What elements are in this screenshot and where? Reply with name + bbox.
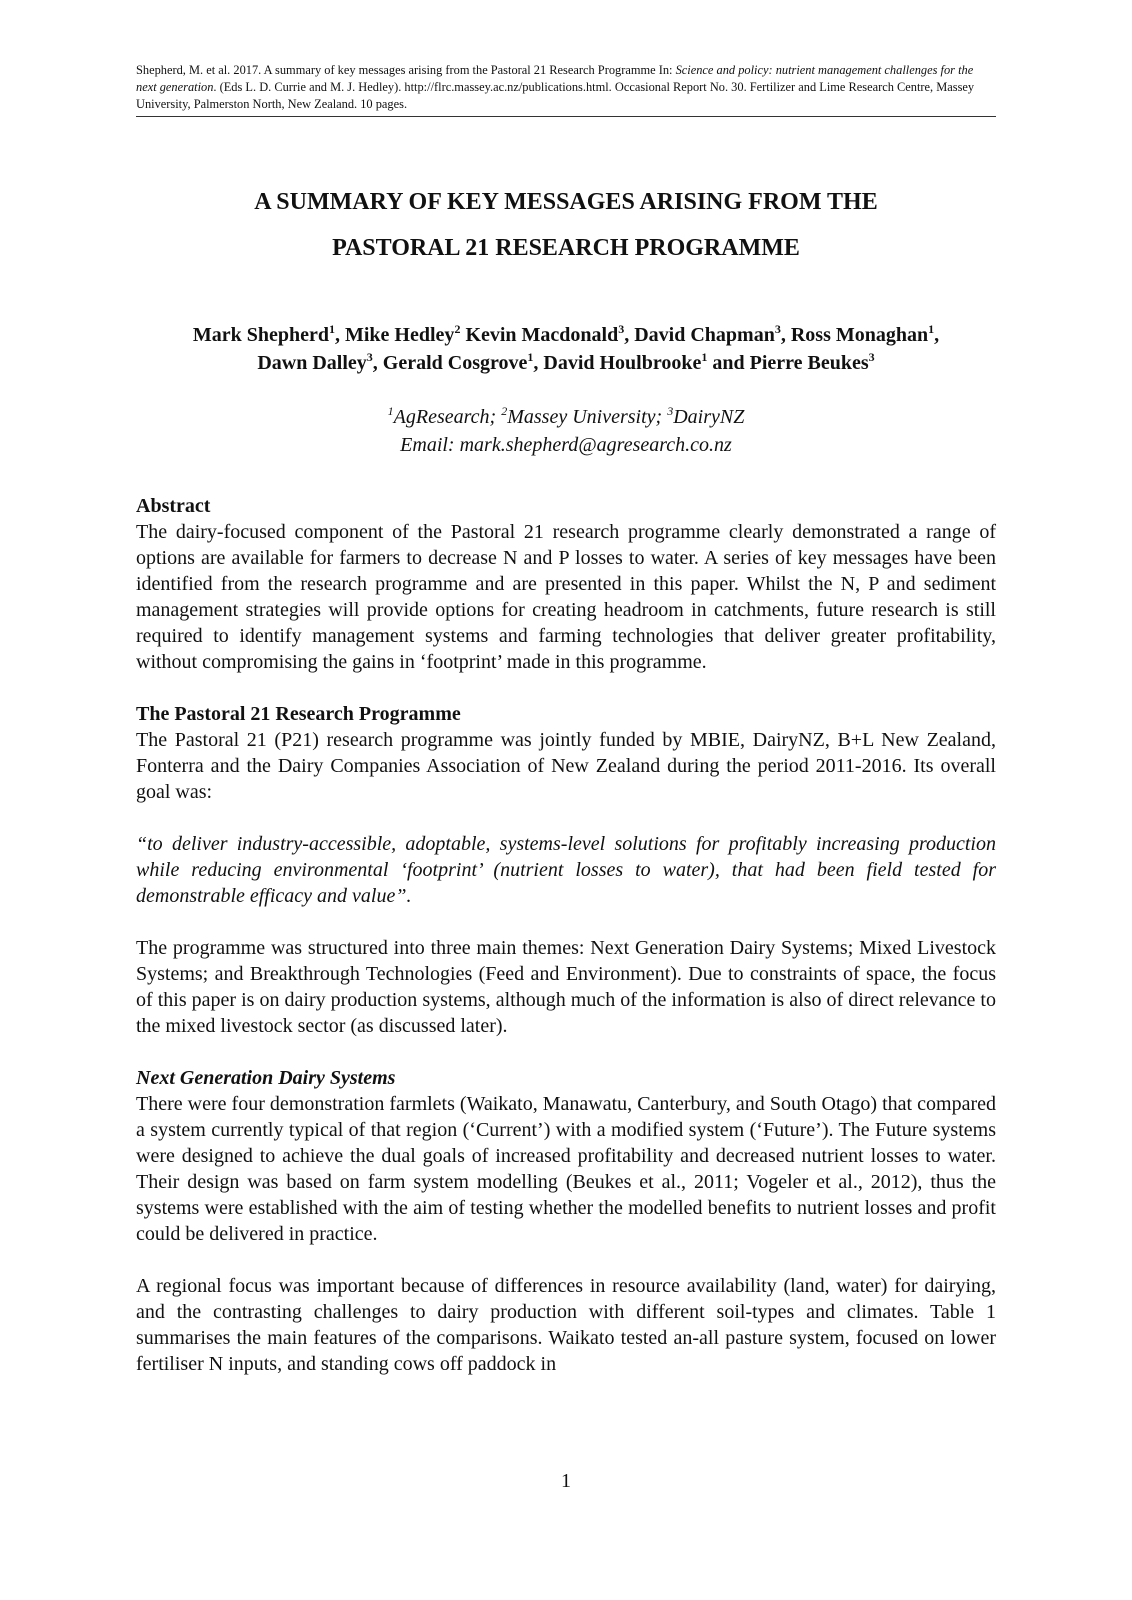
author-name: David Houlbrooke <box>543 352 702 374</box>
author-affil-mark: 3 <box>366 350 373 364</box>
abstract-section <box>136 493 996 675</box>
author-list <box>136 321 996 377</box>
programme-heading: The Pastoral 21 Research Programme <box>136 703 461 725</box>
affiliation-name: AgResearch; <box>393 406 502 428</box>
affiliations <box>136 403 996 459</box>
programme-goal-quote: “to deliver industry-accessible, adoptable, systems-level solutions for profitably increasing production while reducing environmental ‘footprint’ (nutrient losses to water), that had been field tested for demonstrable efficacy and value”. <box>136 833 996 907</box>
citation-book-title: Science and policy: nutrient management challenges for the next generation <box>136 63 974 94</box>
author-separator: , <box>372 352 383 374</box>
next-gen-section <box>136 1065 996 1377</box>
author-affil-mark: 3 <box>774 322 781 336</box>
author-affil-mark: 1 <box>329 322 335 336</box>
author-name: Pierre Beukes <box>749 352 869 374</box>
next-gen-paragraph-1: There were four demonstration farmlets (Waikato, Manawatu, Canterbury, and South Otago) that compared a system currently typical of that region (‘Current’) with a modified system (‘Future’). The Future systems were designed to achieve the dual goals of increased profitability and decreased nutrient losses to water. Their design was based on farm system modelling (Beukes et al., 2011; Vogeler et al., 2012), thus the systems were established with the aim of testing whether the modelled benefits to nutrient losses and profit could be delivered in practice. <box>136 1093 996 1245</box>
author-name: Dawn Dalley <box>257 352 367 374</box>
author-separator: , <box>335 324 345 346</box>
author-separator: , <box>533 352 544 374</box>
next-gen-heading: Next Generation Dairy Systems <box>136 1067 396 1089</box>
programme-paragraph-2: The programme was structured into three main themes: Next Generation Dairy Systems; Mixed Livestock Systems; and Breakthrough Technologies (Feed and Environment). Due to constraints of space, the focus of this paper is on dairy production systems, although much of the information is also of direct relevance to the mixed livestock sector (as discussed later). <box>136 937 996 1037</box>
citation-text: Shepherd, M. et al. 2017. A summary of key messages arising from the Pastoral 21 Research Programme In: <box>136 63 676 77</box>
author-affil-mark: 2 <box>454 322 461 336</box>
page-content <box>136 62 996 1377</box>
author-separator: , <box>780 324 791 346</box>
abstract-text: The dairy-focused component of the Pastoral 21 research programme clearly demonstrated a range of options are available for farmers to decrease N and P losses to water. A series of key messages have been identified from the research programme and are presented in this paper. Whilst the N, P and sediment management strategies will provide options for creating headroom in catchments, future research is still required to identify management systems and farming technologies that deliver greater profitability, without compromising the gains in ‘footprint’ made in this programme. <box>136 521 996 673</box>
author-name: Mark Shepherd <box>192 324 329 346</box>
author-name: Kevin Macdonald <box>465 324 619 346</box>
paper-title <box>136 179 996 271</box>
citation-text-end: . (Eds L. D. Currie and M. J. Hedley). http://flrc.massey.ac.nz/publications.html. Occasional Report No. 30. Fertilizer and Lime Research Centre, Massey University, Palmerston North, New Zealand. 10 pages. <box>136 80 975 111</box>
author-affil-mark: 3 <box>618 322 625 336</box>
author-name: David Chapman <box>634 324 775 346</box>
next-gen-paragraph-2: A regional focus was important because of differences in resource availability (land, water) for dairying, and the contrasting challenges to dairy production with different soil-types and climates. Table 1 summarises the main features of the comparisons. Waikato tested an-all pasture system, focused on lower fertiliser N inputs, and standing cows off paddock in <box>136 1275 996 1375</box>
citation-header <box>136 62 996 117</box>
author-affil-mark: 1 <box>527 350 534 364</box>
programme-paragraph-1: The Pastoral 21 (P21) research programme was jointly funded by MBIE, DairyNZ, B+L New Zealand, Fonterra and the Dairy Companies Association of New Zealand during the period 2011-2016. Its overall goal was: <box>136 729 996 803</box>
affiliation-name: Massey University; <box>507 406 668 428</box>
abstract-heading: Abstract <box>136 495 211 517</box>
affil-mark: 1 <box>387 404 394 418</box>
author-affil-mark: 1 <box>701 350 708 364</box>
affiliation-line <box>136 403 996 431</box>
contact-email: Email: mark.shepherd@agresearch.co.nz <box>400 434 732 456</box>
author-affil-mark: 3 <box>868 350 875 364</box>
author-line-2 <box>136 349 996 377</box>
paper-title-line-2: PASTORAL 21 RESEARCH PROGRAMME <box>332 235 800 261</box>
author-separator: , <box>624 324 635 346</box>
paper-title-line-1: A SUMMARY OF KEY MESSAGES ARISING FROM THE <box>254 189 878 215</box>
author-affil-mark: 1 <box>928 322 935 336</box>
page-number: 1 <box>561 1470 571 1492</box>
author-line-1 <box>136 321 996 349</box>
author-name: Gerald Cosgrove <box>382 352 528 374</box>
author-name: Mike Hedley <box>345 324 455 346</box>
author-separator: , <box>934 324 940 346</box>
author-separator: and <box>707 352 750 374</box>
author-name: Ross Monaghan <box>790 324 929 346</box>
affiliation-name: DairyNZ <box>673 406 745 428</box>
affil-mark: 2 <box>501 404 508 418</box>
affil-mark: 3 <box>667 404 674 418</box>
programme-section <box>136 701 996 1039</box>
